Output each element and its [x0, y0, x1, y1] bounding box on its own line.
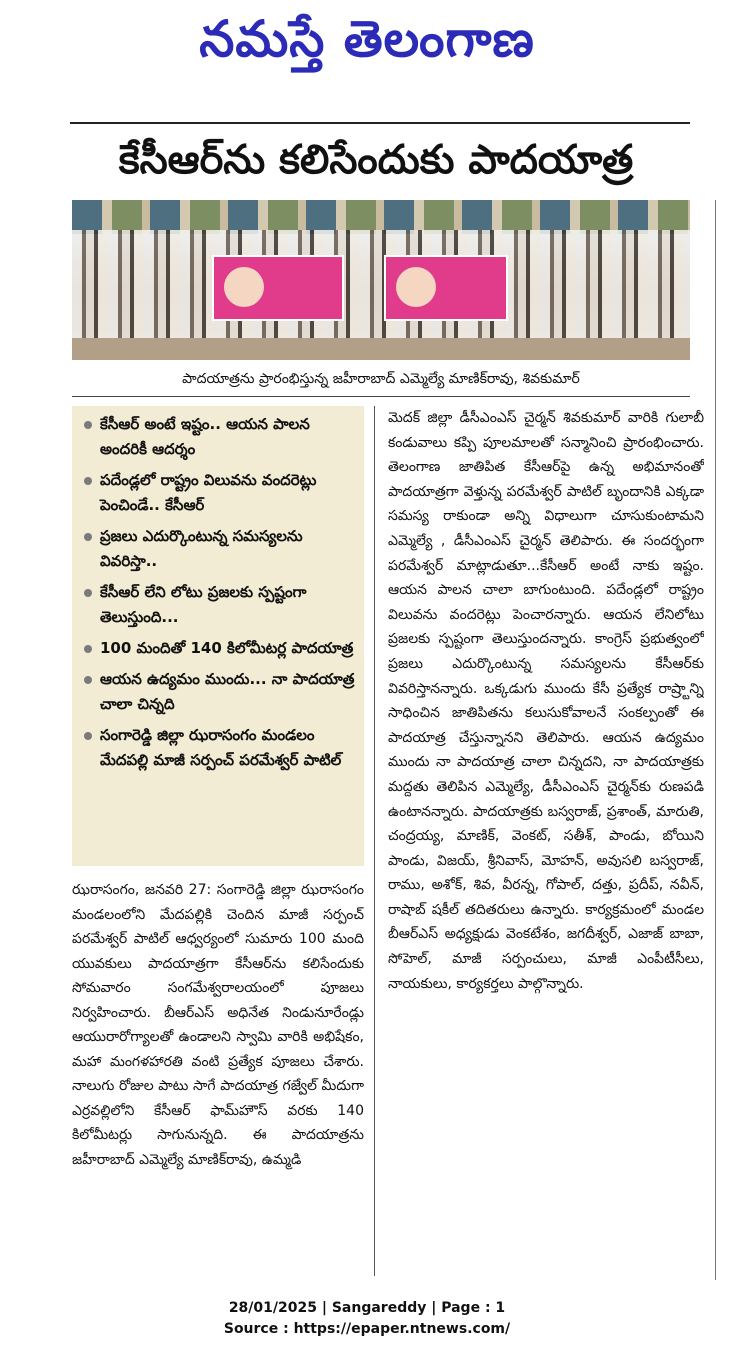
photo-caption: పాదయాత్రను ప్రారంభిస్తున్న జహీరాబాద్‌ ఎమ్మెల్యే మాణిక్‌రావు, శివకుమార్‌ [182, 371, 580, 387]
article-photo [72, 200, 690, 360]
bullet-icon [84, 421, 92, 429]
bullet-icon [84, 533, 92, 541]
highlight-text: ప్రజలు ఎదుర్కొంటున్న సమస్యలను వివరిస్తా.. [100, 527, 303, 570]
divider [72, 396, 690, 397]
highlights-box [72, 406, 364, 866]
article-headline: కేసీఆర్‌ను కలిసేందుకు పాదయాత్ర [118, 137, 634, 183]
highlight-item [82, 580, 356, 630]
photo-banner-left [212, 255, 344, 321]
divider [70, 122, 690, 124]
highlights-list [82, 412, 356, 773]
bullet-icon [84, 645, 92, 653]
photo-banner-right [384, 255, 508, 321]
highlight-text: కేసీఆర్‌ అంటే ఇష్టం.. ఆయన పాలన అందరికీ ఆదర్శం [100, 415, 310, 458]
highlight-text: 100 మందితో 140 కిలోమీటర్ల పాదయాత్ర [100, 639, 354, 657]
photo-crowd [72, 230, 690, 340]
highlight-text: కేసీఆర్‌ లేని లోటు ప్రజలకు స్పష్టంగా తెలుస్తుంది... [100, 583, 307, 626]
photo-ground [72, 338, 690, 360]
article-body-right: మెదక్‌ జిల్లా డీసీఎంఎస్‌ చైర్మన్‌ శివకుమార్‌ వారికి గులాబీ కండువాలు కప్పి పూలమాలతో సన్మానించి ప్రారంభించారు. తెలంగాణ జాతిపిత కేసీఆర్‌పై ఉన్న అభిమానంతో పాదయాత్రగా వెళ్తున్న పరమేశ్వర్‌ పాటిల్‌ బృందానికి ఎక్కడా సమస్య రాకుండా అన్ని విధాలుగా చూసుకుంటామని ఎమ్మెల్యే , డీసీఎంఎస్‌ చైర్మన్‌ తెలిపారు. ఈ సందర్భంగా పరమేశ్వర్‌ మాట్లాడుతూ...కేసీఆర్‌ అంటే నాకు ఇష్టం. ఆయన పాలన చాలా బాగుంటుంది. పదేండ్లలో రాష్ట్రం విలువను వందరెట్లు పెంచారన్నారు. ఆయన లేనిలోటు ప్రజలకు స్పష్టంగా తెలుస్తుందన్నారు. కాంగ్రెస్‌ ప్రభుత్వంలో ప్రజలు ఎదుర్కొంటున్న సమస్యలను కేసీఆర్‌కు వివరిస్తానన్నారు. ఒక్కడుగు ముందు కేసీ ప్రత్యేక రాష్ర్టాన్ని సాధించిన జాతిపితను కలుసుకోవాలనే సంకల్పంతో ఈ పాదయాత్ర చేస్తున్నానని తెలిపారు. ఆయన ఉద్యమం ముందు నా పాదయాత్ర చాలా చిన్నదని, నా పాదయాత్రకు మద్దతు తెలిపిన ఎమ్మెల్యే, డీసీఎంఎస్‌ చైర్మన్‌కు రుణపడి ఉంటానన్నారు. పాదయాత్రకు బస్వరాజ్‌, ప్రశాంత్‌, మారుతి, చంద్రయ్య, మాణిక్‌, వెంకట్‌, సతీశ్‌, పాండు, బోయిని పాండు, విజయ్‌, శ్రీనివాస్‌, మోహన్‌, అవుసలి బస్వరాజ్‌, రాము, అశోక్‌, శివ, వీరన్న, గోపాల్‌, దత్తు, ప్రదీప్‌, నవీన్‌, రాషాబ్‌ షకీల్‌ తదితరులు ఉన్నారు. కార్యక్రమంలో మండల బీఆర్‌ఎస్‌ అధ్యక్షుడు వెంకటేశం, జగదీశ్వర్‌, ఎజాజ్‌ బాబా, సోహెల్‌, మాజీ సర్పంచులు, మాజీ ఎంపీటీసీలు, నాయకులు, కార్యకర్తలు పాల్గొన్నారు. [388, 410, 704, 992]
newspaper-logo: నమస్తే తెలంగాణ [199, 10, 535, 68]
photo-background-roof [72, 200, 690, 234]
highlight-item [82, 723, 356, 773]
highlight-text: పదేండ్లలో రాష్ట్రం విలువను వందరెట్లు పెంచిండే.. కేసీఆర్‌ [100, 471, 317, 514]
bullet-icon [84, 589, 92, 597]
highlight-item [82, 667, 356, 717]
masthead [0, 0, 734, 78]
highlight-item [82, 468, 356, 518]
right-border [715, 200, 716, 1280]
footer-date-edition: 28/01/2025 | Sangareddy | Page : 1 [228, 1300, 506, 1316]
bullet-icon [84, 732, 92, 740]
footer-source: Source : https://epaper.ntnews.com/ [223, 1321, 511, 1337]
column-divider [374, 406, 375, 1276]
article-body-left: ఝరాసంగం, జనవరి 27: సంగారెడ్డి జిల్లా ఝరాసంగం మండలంలోని మేదపల్లికి చెందిన మాజీ సర్పంచ్‌ పరమేశ్వర్‌ పాటిల్‌ ఆధ్వర్యంలో సుమారు 100 మంది యువకులు పాదయాత్రగా కేసీఆర్‌ను కలిసేందుకు సోమవారం సంగమేశ్వరాలయంలో పూజలు నిర్వహించారు. బీఆర్‌ఎస్‌ అధినేత నిండునూరేండ్లు ఆయురారోగ్యాలతో ఉండాలని స్వామి వారికి అభిషేకం, మహా మంగళహారతి వంటి ప్రత్యేక పూజలు చేశారు. నాలుగు రోజుల పాటు సాగే పాదయాత్ర గజ్వేల్‌ మీదుగా ఎర్రవల్లిలోని కేసీఆర్‌ ఫామ్‌హౌస్‌ వరకు 140 కిలోమీటర్లు సాగునున్నది. ఈ పాదయాత్రను జహీరాబాద్‌ ఎమ్మెల్యే మాణిక్‌రావు, ఉమ్మడి [72, 882, 364, 1168]
highlight-item [82, 412, 356, 462]
bullet-icon [84, 477, 92, 485]
page-footer [0, 1298, 734, 1340]
highlight-text: సంగారెడ్డి జిల్లా ఝరాసంగం మండలం మేదపల్లి మాజీ సర్పంచ్‌ పరమేశ్వర్‌ పాటిల్‌ [100, 726, 342, 769]
highlight-item [82, 636, 356, 661]
highlight-item [82, 524, 356, 574]
highlight-text: ఆయన ఉద్యమం ముందు... నా పాదయాత్ర చాలా చిన్నది [100, 670, 355, 713]
bullet-icon [84, 676, 92, 684]
